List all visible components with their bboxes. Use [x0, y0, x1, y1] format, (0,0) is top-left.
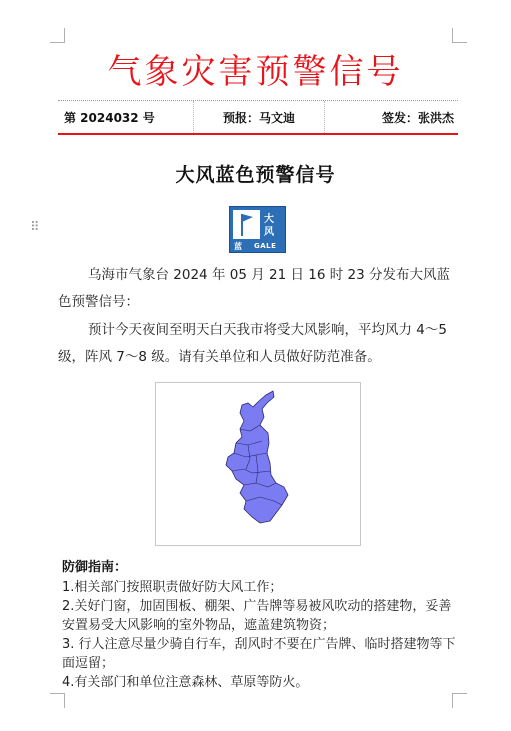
guide-list [62, 578, 462, 692]
document-number: 第 2024032 号 [64, 110, 155, 125]
icon-char-1: 大 [264, 214, 274, 225]
guide-item-2: 2.关好门窗，加固围板、棚架、广告牌等易被风吹动的搭建物，妥善安置易受大风影响的室外物品，遮盖建筑物资； [62, 599, 452, 633]
flag-icon [233, 210, 260, 239]
guide-title: 防御指南： [62, 560, 128, 575]
wuhai-map-image [156, 383, 360, 545]
crop-mark-bottom-right [452, 693, 467, 708]
crop-mark-top-left [50, 28, 65, 43]
document-title: 大风蓝色预警信号 [175, 164, 336, 186]
crop-mark-bottom-left [50, 693, 65, 708]
guide-item-4: 4.有关部门和单位注意森林、草原等防火。 [62, 675, 309, 690]
icon-char-2: 风 [264, 227, 274, 238]
guide-item-3: 3. 行人注意尽量少骑自行车，刮风时不要在广告牌、临时搭建物等下面逗留； [62, 637, 456, 671]
drag-handle-icon[interactable]: ⠿ [30, 220, 40, 235]
guide-item-1: 1.相关部门按照职责做好防大风工作； [62, 580, 283, 595]
header-title: 气象灾害预警信号 [107, 52, 404, 92]
meta-row [58, 100, 458, 135]
issue-paragraph: 乌海市气象台 2024 年 05 月 21 日 16 时 23 分发布大风蓝色预警信号： [58, 267, 450, 310]
icon-level: 蓝 [234, 242, 242, 251]
forecast-paragraph: 预计今天夜间至明天白天我市将受大风影响，平均风力 4～5 级，阵风 7～8 级。请有关单位和人员做好防范准备。 [58, 322, 447, 365]
crop-mark-top-right [452, 28, 467, 43]
gale-blue-warning-icon [229, 206, 286, 253]
warning-area-map [155, 382, 361, 546]
forecaster: 预报：马文迪 [193, 101, 324, 133]
issuer: 签发：张洪杰 [381, 110, 454, 125]
icon-gale-label: GALE [254, 242, 277, 250]
